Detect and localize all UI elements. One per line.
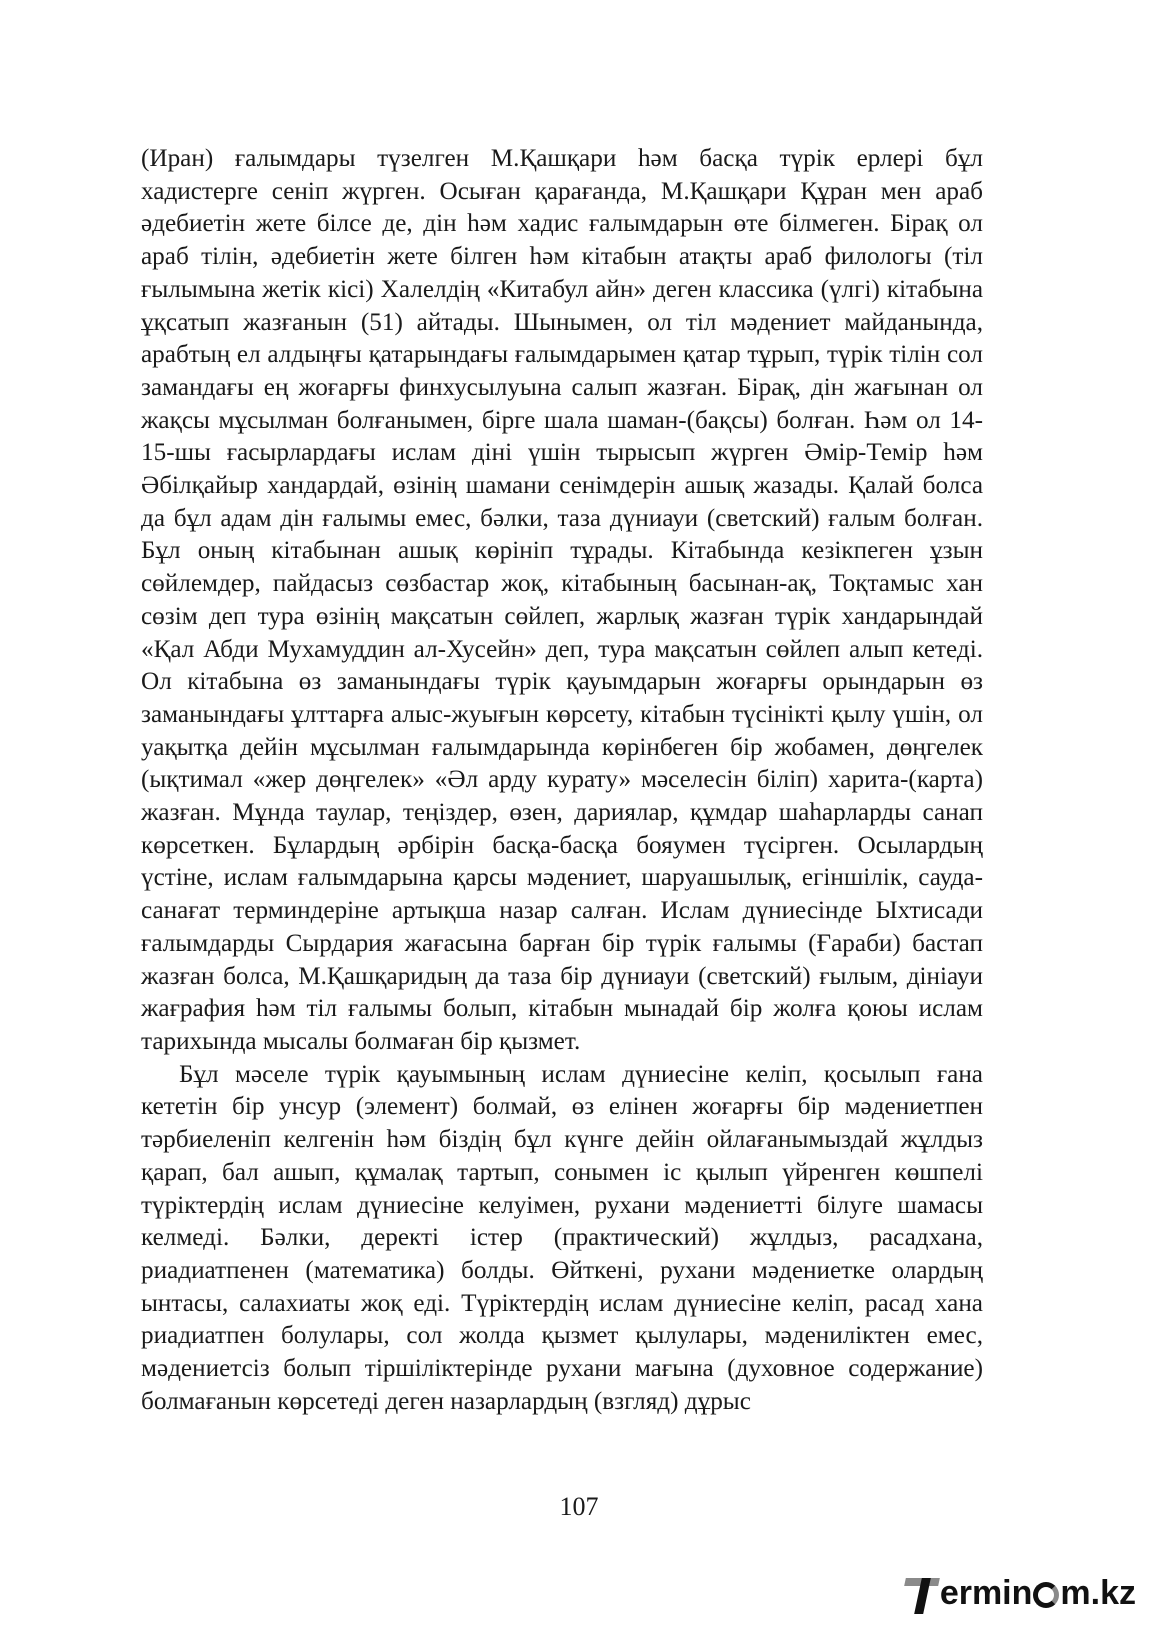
page-body: [141, 143, 983, 1418]
page-number: 107: [559, 1492, 599, 1521]
watermark-text-part2: m.kz: [1060, 1573, 1136, 1612]
watermark-o-icon: [1033, 1582, 1059, 1608]
paragraph-1: (Иран) ғалымдары түзелген М.Қашқари һәм басқа түрік ерлері бұл хадистерге сеніп жүрген. Осыған қарағанда, М.Қашқари Құран мен араб әдебиетін жете білсе де, дін һәм хадис ғалымдарын өте білмеген. Бірақ ол араб тілін, әдебиетін жете білген һәм кітабын атақты араб филологы (тіл ғылымына жетік кісі) Халелдің «Китабул айн» деген классика (үлгі) кітабына ұқсатып жазғанын (51) айтады. Шынымен, ол тіл мәдениет майданында, арабтың ел алдыңғы қатарындағы ғалымдарымен қатар тұрып, түрік тілін сол замандағы ең жоғарғы финхусылуына салып жазған. Бірақ, дін жағынан ол жақсы мұсылман болғанымен, бірге шала шаман-(бақсы) болған. Һәм ол 14-15-шы ғасырлардағы ислам діні үшін тырысып жүрген Әмір-Темір һәм Әбілқайыр хандардай, өзінің шамани сенімдерін ашық жазады. Қалай болса да бұл адам дін ғалымы емес, бәлки, таза дүниауи (светский) ғалым болған. Бұл оның кітабынан ашық көрініп тұрады. Кітабында кезікпеген ұзын сөйлемдер, пайдасыз сөзбастар жоқ, кітабының басынан-ақ, Тоқтамыс хан сөзім деп тура өзінің мақсатын сөйлеп, жарлық жазған түрік хандарындай «Қал Абди Мухамуддин ал-Хусейн» деп, тура мақсатын сөйлеп алып кетеді. Ол кітабына өз заманындағы түрік қауымдарын жоғарғы орындарын өз заманындағы ұлттарға алыс-жуығын көрсету, кітабын түсінікті қылу үшін, ол уақытқа дейін мұсылман ғалымдарында көрінбеген бір жобамен, дөңгелек (ықтимал «жер дөңгелек» «Әл арду курату» мәселесін біліп) харита-(карта) жазған. Мұнда таулар, теңіздер, өзен, дариялар, құмдар шаһарларды санап көрсеткен. Бұлардың әрбірін басқа-басқа бояумен түсірген. Осылардың үстіне, ислам ғалымдарына қарсы мәдениет, шаруашылық, егіншілік, сауда-санағат терминдеріне артықша назар салған. Ислам дүниесінде Ыхтисади ғалымдарды Сырдария жағасына барған бір түрік ғалымы (Ғараби) бастап жазған болса, М.Қашқаридың да таза бір дүниауи (светский) ғылым, дініауи жағрафия һәм тіл ғалымы болып, кітабын мынадай бір жолға қоюы ислам тарихында мысалы болмаған бір қызмет.: [141, 145, 983, 1055]
watermark-logo: [905, 1567, 1136, 1619]
watermark-text-part1: ermin: [939, 1573, 1033, 1612]
paragraph-2: Бұл мәселе түрік қауымының ислам дүниесіне келіп, қосылып ғана кететін бір унсур (элемент) болмай, өз елінен жоғарғы бір мәдениетпен тәрбиеленіп келгенін һәм біздің бұл күнге дейін ойлағанымыздай жұлдыз қарап, бал ашып, құмалақ тартып, сонымен іс қылып үйренген көшпелі түріктердің ислам дүниесіне келуімен, рухани мәдениетті білуге шамасы келмеді. Бәлки, деректі істер (практический) жұлдыз, расадхана, риадиатпенен (математика) болды. Өйткені, рухани мәдениетке олардың ынтасы, салахиаты жоқ еді. Түріктердің ислам дүниесіне келіп, расад хана риадиатпен болулары, сол жолда қызмет қылулары, мәдениліктен емес, мәдениетсіз болып тіршіліктерінде рухани мағына (духовное содержание) болмағанын көрсетеді деген назарлардың (взгляд) дұрыс: [141, 1060, 983, 1415]
termincom-logo-icon: [905, 1570, 939, 1616]
